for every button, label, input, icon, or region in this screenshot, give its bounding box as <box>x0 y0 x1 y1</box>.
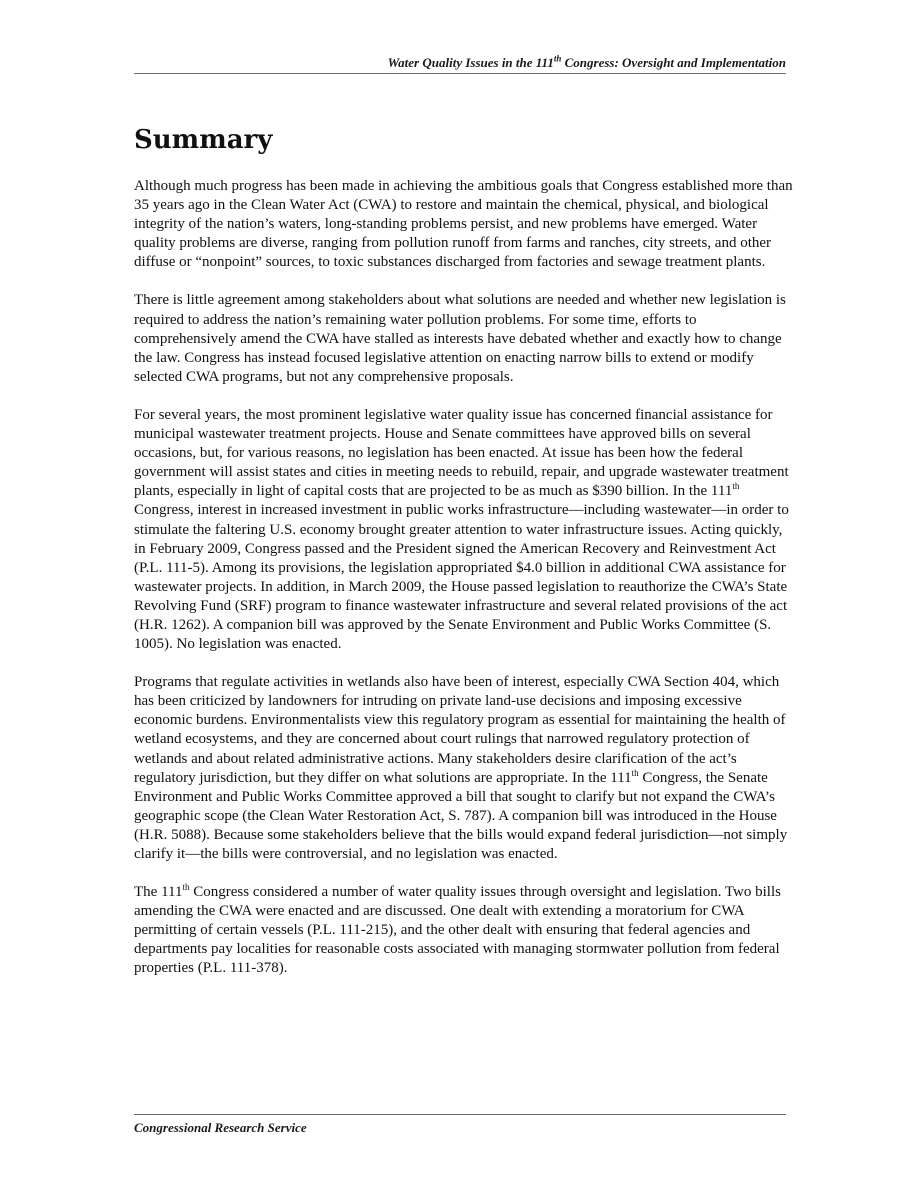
footer-divider <box>134 1114 786 1115</box>
running-header-text: Water Quality Issues in the 111 <box>387 55 554 70</box>
paragraph-5-superscript: th <box>182 882 190 893</box>
paragraph-3 <box>134 406 794 654</box>
section-heading: Summary <box>134 125 273 155</box>
header-divider <box>134 73 786 74</box>
paragraph-5-text-a: The 111 <box>134 884 183 901</box>
summary-body <box>134 177 794 998</box>
footer-text: Congressional Research Service <box>134 1120 307 1135</box>
running-header-superscript: th <box>553 53 562 64</box>
paragraph-1: Although much progress has been made in achieving the ambitious goals that Congress established more than 35 years ago in the Clean Water Act (CWA) to restore and maintain the chemical, physical, and biological integrity of the nation’s waters, long-standing problems persist, and new problems have emerged. Water quality problems are diverse, ranging from pollution runoff from farms and ranches, city streets, and other diffuse or “nonpoint” sources, to toxic substances discharged from factories and sewage treatment plants. <box>134 178 793 271</box>
paragraph-4 <box>134 673 794 864</box>
paragraph-5-text-b: Congress considered a number of water quality issues through oversight and legislation. Two bills amending the CWA were enacted and are discussed. One dealt with extending a moratorium for CWA permitting of certain vessels (P.L. 111-215), and the other dealt with ensuring that federal agencies and departments pay localities for reasonable costs associated with managing stormwater pollution from federal properties (P.L. 111-378). <box>134 884 781 977</box>
paragraph-3-superscript: th <box>732 481 740 492</box>
paragraph-2: There is little agreement among stakeholders about what solutions are needed and whether new legislation is required to address the nation’s remaining water pollution problems. For some time, efforts to comprehensively amend the CWA have stalled as interests have debated whether and exactly how to change the law. Congress has instead focused legislative attention on enacting narrow bills to extend or modify selected CWA programs, but not any comprehensive proposals. <box>134 292 786 385</box>
running-header-text-end: Congress: Oversight and Implementation <box>561 55 786 70</box>
paragraph-5 <box>134 883 794 978</box>
paragraph-4-text-a: Programs that regulate activities in wetlands also have been of interest, especially CWA Section 404, which has been criticized by landowners for intruding on private land-use decisions and imposing excessive economic burdens. Environmentalists view this regulatory program as essential for maintaining the health of wetland ecosystems, and they are concerned about court rulings that narrowed regulatory protection of wetlands and about related administrative actions. Many stakeholders desire clarification of the act’s regulatory jurisdiction, but they differ on what solutions are appropriate. In the 111 <box>134 674 786 786</box>
paragraph-3-text-a: For several years, the most prominent legislative water quality issue has concerned financial assistance for municipal wastewater treatment projects. House and Senate committees have approved bills on several occasions, but, for various reasons, no legislation has been enacted. At issue has been how the federal government will assist states and cities in meeting needs to rebuild, repair, and upgrade wastewater treatment plants, especially in light of capital costs that are projected to be as much as $390 billion. In the 111 <box>134 406 789 500</box>
running-header <box>134 55 786 71</box>
paragraph-4-text-b: Congress, the Senate Environment and Public Works Committee approved a bill that sought to clarify but not expand the CWA’s geographic scope (the Clean Water Restoration Act, S. 787). A companion bill was introduced in the House (H.R. 5088). Because some stakeholders believe that the bills would expand federal jurisdiction—not simply clarify it—the bills were controversial, and no legislation was enacted. <box>134 769 788 862</box>
paragraph-4-superscript: th <box>631 767 639 778</box>
paragraph-3-text-b: Congress, interest in increased investment in public works infrastructure—including wastewater—in order to stimulate the faltering U.S. economy brought greater attention to water infrastructure issues. Acting quickly, in February 2009, Congress passed and the President signed the American Recovery and Reinvestment Act (P.L. 111-5). Among its provisions, the legislation appropriated $4.0 billion in additional CWA assistance for wastewater projects. In addition, in March 2009, the House passed legislation to reauthorize the CWA’s State Revolving Fund (SRF) program to finance wastewater infrastructure and several related provisions of the act (H.R. 1262). A companion bill was approved by the Senate Environment and Public Works Committee (S. 1005). No legislation was enacted. <box>134 502 789 653</box>
